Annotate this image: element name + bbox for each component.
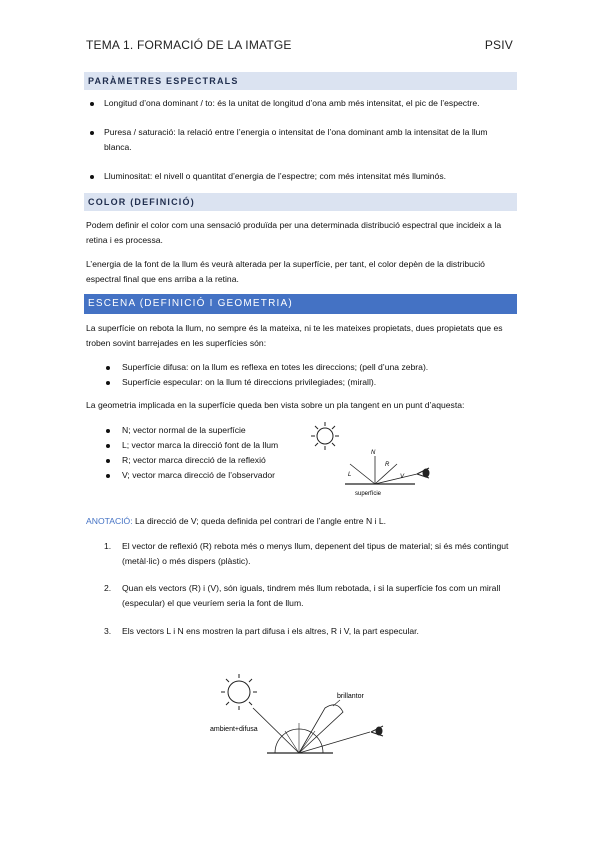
- bullet-icon: [106, 459, 110, 463]
- header-code: PSIV: [484, 38, 513, 52]
- surface-bullet-2: Superfície especular: on la llum té direccions privilegiades; (mirall).: [122, 377, 377, 387]
- label-bright: brillantor: [337, 693, 364, 700]
- eye-icon: [417, 468, 429, 478]
- surface-bullet-1: Superfície difusa: on la llum es reflexa en totes les direccions; (pell d’una zebra).: [122, 362, 429, 372]
- diffuse-ray: [285, 731, 299, 753]
- header-title: TEMA 1. FORMACIÓ DE LA IMATGE: [86, 38, 292, 52]
- reflection-diagram: [205, 668, 395, 760]
- bullet-icon: [106, 381, 110, 385]
- vector-bullet-r: R; vector marca direcció de la reflexió: [122, 455, 266, 465]
- label-surface: superfície: [355, 491, 382, 497]
- eye-icon: [371, 726, 383, 736]
- specular-lobe: [299, 705, 343, 753]
- bullet-icon: [106, 366, 110, 370]
- item-text-3: Els vectors L i N ens mostren la part difusa i els altres, R i V, la part especular.: [122, 626, 419, 636]
- color-paragraph-1: Podem definir el color com una sensació produïda per una determinada distribució espectral que incideix a la retina i es processa.: [86, 220, 502, 245]
- section-spectral: PARÀMETRES ESPECTRALS: [84, 72, 517, 90]
- item-number-1: 1.: [104, 541, 112, 551]
- vector-bullet-l: L; vector marca la direcció font de la llum: [122, 440, 279, 450]
- page-header: [86, 38, 513, 52]
- light-vector: [350, 464, 375, 484]
- color-paragraph-2: L’energia de la font de la llum és veurà alterada per la superfície, per tant, el color depèn de la distribució espectral final que ens arriba a la retina.: [86, 259, 485, 284]
- label-l: L: [348, 472, 352, 478]
- label-n: N: [371, 450, 376, 456]
- item-number-3: 3.: [104, 626, 112, 636]
- bullet-icon: [90, 102, 94, 106]
- vector-bullet-v: V; vector marca direcció de l’observador: [122, 470, 276, 480]
- section-scene: ESCENA (DEFINICIÓ I GEOMETRIA): [84, 294, 517, 314]
- label-v: V: [400, 474, 405, 480]
- vector-bullet-n: N; vector normal de la superfície: [122, 425, 246, 435]
- label-r: R: [385, 462, 390, 468]
- spectral-bullet-1: Longitud d’ona dominant / to: és la unitat de longitud d’ona amb més intensitat, el pic de l’espectre.: [104, 98, 480, 108]
- item-text-2: Quan els vectors (R) i (V), són iguals, tindrem més llum rebotada, i si la superfície fos com un mirall (especular) el que veuríem seria la font de llum.: [122, 583, 501, 608]
- sun-icon: [221, 674, 257, 710]
- label-ambient: ambient+difusa: [210, 726, 258, 733]
- diffuse-ray: [299, 731, 315, 753]
- spectral-bullet-3: Lluminositat: el nivell o quantitat d’energia de l’espectre; com més intensitat més lluminós.: [104, 171, 447, 181]
- section-color: COLOR (DEFINICIÓ): [84, 193, 517, 211]
- bullet-icon: [90, 175, 94, 179]
- bullet-icon: [106, 444, 110, 448]
- item-text-1: El vector de reflexió (R) rebota més o menys llum, depenent del tipus de material; si és més contingut (metàl·lic) o més dispers (plàstic).: [122, 541, 509, 566]
- bullet-icon: [90, 131, 94, 135]
- note-text: La direcció de V; queda definida pel contrari de l’angle entre N i L.: [132, 516, 386, 526]
- geometry-intro: La geometria implicada en la superfície queda ben vista sobre un pla tangent en un punt d’aquesta:: [86, 400, 465, 410]
- scene-intro: La superfície on rebota la llum, no sempre és la mateixa, ni te les mateixes propietats, dues propietats que es troben sovint barrejades en les superfícies són:: [86, 323, 503, 348]
- bullet-icon: [106, 429, 110, 433]
- note-label: ANOTACIÓ:: [86, 516, 133, 526]
- vectors-diagram: [305, 418, 435, 502]
- bullet-icon: [106, 474, 110, 478]
- item-number-2: 2.: [104, 583, 112, 593]
- sun-icon: [311, 422, 339, 450]
- view-vector: [375, 474, 417, 484]
- spectral-bullet-2: Puresa / saturació: la relació entre l’energia o intensitat de l’ona dominant amb la intensitat de la llum blanca.: [104, 127, 488, 152]
- note: [86, 514, 516, 529]
